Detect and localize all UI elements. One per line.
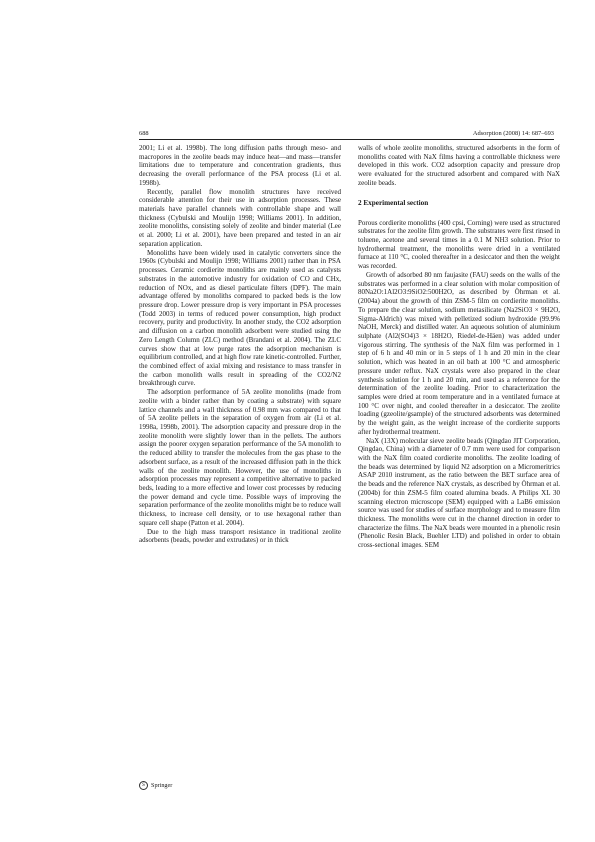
left-column — [139, 144, 341, 545]
section-spacer — [358, 188, 560, 199]
left-paragraph-3: Monoliths have been widely used in catalytic converters since the 1960s (Cybulski and Moulijn 1998; Williams 2001) rather than in PSA processes. Ceramic cordierite monoliths are mainly used as catalysts substrates in the automotive industry for oxidation of CO and CHx, reduction of NOx, and as diesel particulate filters (DPF). The main advantage offered by monoliths compared to packed beds is the low pressure drop. Lower pressure drop is very important in PSA processes (Todd 2003) in terms of reduced power consumption, high product recovery, purity and productivity. In another study, the CO2 adsorption and diffusion on a carbon monolith adsorbent were studied using the Zero Length Column (ZLC) method (Brandani et al. 2004). The ZLC curves show that at low purge rates the adsorption mechanism is equilibrium controlled, and at high flow rate kinetic-controlled. Further, the combined effect of axial mixing and resistance to mass transfer in the carbon monolith walls result in spreading of the CO2/N2 breakthrough curve. — [139, 248, 341, 388]
page-footer — [139, 781, 172, 790]
journal-citation: Adsorption (2008) 14: 687–693 — [472, 130, 554, 137]
section-spacer — [358, 208, 560, 219]
page-number: 688 — [139, 130, 149, 137]
right-paragraph-4: NaX (13X) molecular sieve zeolite beads (Qingdao JIT Corporation, Qingdao, China) with a diameter of 0.7 mm were used for comparison with the NaX film coated cordierite monoliths. The zeolite loading of the beads was determined by liquid N2 adsorption on a Micromeritrics ASAP 2010 instrument, as the ratio between the BET surface area of the beads and the reference NaX crystals, as described by Öhrman et al. (2004b) for thin ZSM-5 film coated alumina beads. A Philips XL 30 scanning electron microscope (SEM) equipped with a LaB6 emission source was used for studies of surface morphology and to measure film thickness. The monoliths were cut in the channel direction in order to characterize the films. The NaX beads were mounted in a phenolic resin (Phenolic Resin Black, Buehler LTD) and polished in order to obtain cross-sectional images. SEM — [358, 436, 561, 550]
left-paragraph-2: Recently, parallel flow monolith structures have received considerable attention for their use in adsorption processes. These materials have parallel channels with controllable shape and wall thickness (Cybulski and Moulijn 1998; Williams 2001). In addition, zeolite monoliths, consisting solely of zeolite and binder material (Lee et al. 2000; Li et al. 2001), have been prepared and tested in an air separation application. — [139, 187, 341, 248]
right-paragraph-1: walls of whole zeolite monoliths, structured adsorbents in the form of monoliths coated with NaX films having a controllable thickness were developed in this work. CO2 adsorption capacity and pressure drop were evaluated for the structured adsorbent and compared with NaX zeolite beads. — [358, 144, 560, 187]
left-paragraph-1: 2001; Li et al. 1998b). The long diffusion paths through meso- and macropores in the zeolite beads may induce heat—and mass—transfer limitations due to temperature and concentration gradients, thus decreasing the overall performance of the PSA process (Li et al. 1998b). — [139, 144, 341, 187]
right-paragraph-2: Porous cordierite monoliths (400 cpsi, Corning) were used as structured substrates for the zeolite film growth. The substrates were first rinsed in toluene, acetone and several times in a 0.1 M NH3 solution. Prior to hydrothermal treatment, the monoliths were dried in a ventilated furnace at 110 °C, cooled thereafter in a desiccator and then the weight was recorded. — [358, 218, 560, 271]
publisher-name: Springer — [151, 782, 173, 789]
section-heading: 2 Experimental section — [358, 198, 429, 207]
left-paragraph-5: Due to the high mass transport resistance in traditional zeolite adsorbents (beads, powder and extrudates) or in thick — [139, 527, 341, 545]
left-paragraph-4: The adsorption performance of 5A zeolite monoliths (made from zeolite with a binder rather than by coating a substrate) with square lattice channels and a wall thickness of 0.98 mm was compared to that of 5A zeolite pellets in the separation of oxygen from air (Li et al. 1998a, 1998b, 2001). The adsorption capacity and pressure drop in the zeolite monolith were slightly lower than in the pellets. The authors assign the poorer oxygen separation performance of the 5A monolith to the reduced ability to transfer the molecules from the gas phase to the adsorbent surface, as a result of the increased diffusion path in the thick walls of the zeolite monolith. However, the use of monoliths in adsorption processes may represent a competitive alternative to packed beds, leading to a more effective and lower cost processes by reducing the power demand and cycle time. Possible ways of improving the separation performance of the zeolite monoliths might be to reduce wall thickness, to increase cell density, or to use hexagonal rather than square cell shape (Patton et al. 2004). — [139, 388, 341, 527]
running-header — [139, 129, 554, 140]
right-paragraph-3: Growth of adsorbed 80 nm faujasite (FAU) seeds on the walls of the substrates was performed in a clear solution with molar composition of 80Na2O:1Al2O3:9SiO2:500H2O, as described by Öhrman et al. (2004a) about the growth of thin ZSM-5 film on cordierite monoliths. To prepare the clear solution, sodium metasilicate (Na2SiO3 × 9H2O, Sigma-Aldrich) was mixed with pelletized sodium hydroxide (99.9% NaOH, Merck) and distilled water. An aqueous solution of aluminium sulphate (Al2(SO4)3 × 18H2O, Riedel-de-Häen) was added under vigorous stirring. The synthesis of the NaX film was performed in 1 step of 6 h and 40 min or in 5 steps of 1 h and 20 min in the clear solution, which was heated in an oil bath at 100 °C and atmospheric pressure under reflux. NaX crystals were also prepared in the clear synthesis solution for 1 h and 20 min, and used as a reference for the determination of the zeolite loading. Prior to characterization the samples were dried at room temperature and in a ventilated furnace at 100 °C over night, and cooled thereafter in a desiccator. The zeolite loading (gzeolite/gsample) of the structured adsorbents was determined by the weight gain, as the weight increase of the cordierite supports after hydrothermal treatment. — [358, 270, 560, 436]
right-column — [358, 144, 560, 550]
springer-logo-icon: S — [139, 781, 148, 790]
